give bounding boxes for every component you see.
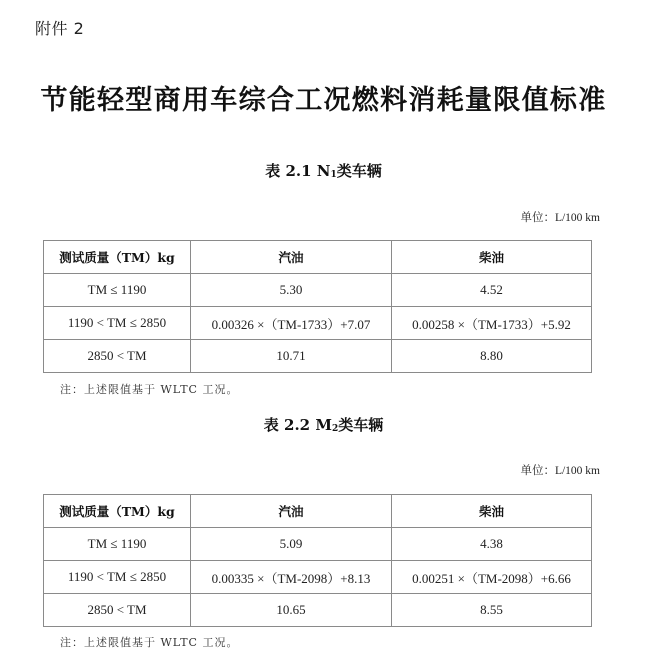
header-diesel: 柴油 [392,495,592,528]
header-test-mass: 测试质量（TM）kg [44,241,191,274]
unit-label: 单位：L/100 km [520,465,600,477]
cell-gasoline: 5.30 [191,274,392,307]
table-caption-m2 [0,414,647,435]
fuel-limit-table-m2 [43,494,592,627]
cell-diesel: 8.55 [392,594,592,627]
table-row [44,561,592,594]
header-gasoline: 汽油 [191,241,392,274]
table-header-row [44,241,592,274]
fuel-limit-table-n1 [43,240,592,373]
header-gasoline: 汽油 [191,495,392,528]
caption-subscript: 1 [330,170,337,180]
cell-gasoline: 10.71 [191,340,392,373]
header-test-mass: 测试质量（TM）kg [44,495,191,528]
table-row [44,340,592,373]
table-header-row [44,495,592,528]
caption-prefix: 表 2.2 M [263,416,332,434]
table-row [44,274,592,307]
cell-mass-range: TM ≤ 1190 [44,274,191,307]
table-row [44,594,592,627]
unit-label: 单位：L/100 km [520,212,600,224]
cell-mass-range: 2850 < TM [44,594,191,627]
cell-mass-range: 1190 < TM ≤ 2850 [44,307,191,340]
cell-diesel: 4.52 [392,274,592,307]
table-row [44,307,592,340]
table-note: 注：上述限值基于 WLTC 工况。 [60,636,239,649]
caption-prefix: 表 2.1 N [265,162,331,180]
cell-mass-range: TM ≤ 1190 [44,528,191,561]
cell-diesel: 0.00251 ×（TM-2098）+6.66 [392,561,592,594]
cell-mass-range: 2850 < TM [44,340,191,373]
table-caption-n1 [0,160,647,181]
document-title: 节能轻型商用车综合工况燃料消耗量限值标准 [40,85,607,116]
cell-gasoline: 0.00326 ×（TM-1733）+7.07 [191,307,392,340]
attachment-label: 附件 2 [35,19,85,38]
caption-suffix: 类车辆 [336,162,382,180]
caption-subscript: 2 [331,424,339,434]
cell-gasoline: 10.65 [191,594,392,627]
header-diesel: 柴油 [392,241,592,274]
table-note: 注：上述限值基于 WLTC 工况。 [60,383,239,396]
cell-diesel: 0.00258 ×（TM-1733）+5.92 [392,307,592,340]
cell-gasoline: 5.09 [191,528,392,561]
table-row [44,528,592,561]
cell-gasoline: 0.00335 ×（TM-2098）+8.13 [191,561,392,594]
cell-diesel: 8.80 [392,340,592,373]
caption-suffix: 类车辆 [338,416,384,434]
cell-diesel: 4.38 [392,528,592,561]
cell-mass-range: 1190 < TM ≤ 2850 [44,561,191,594]
